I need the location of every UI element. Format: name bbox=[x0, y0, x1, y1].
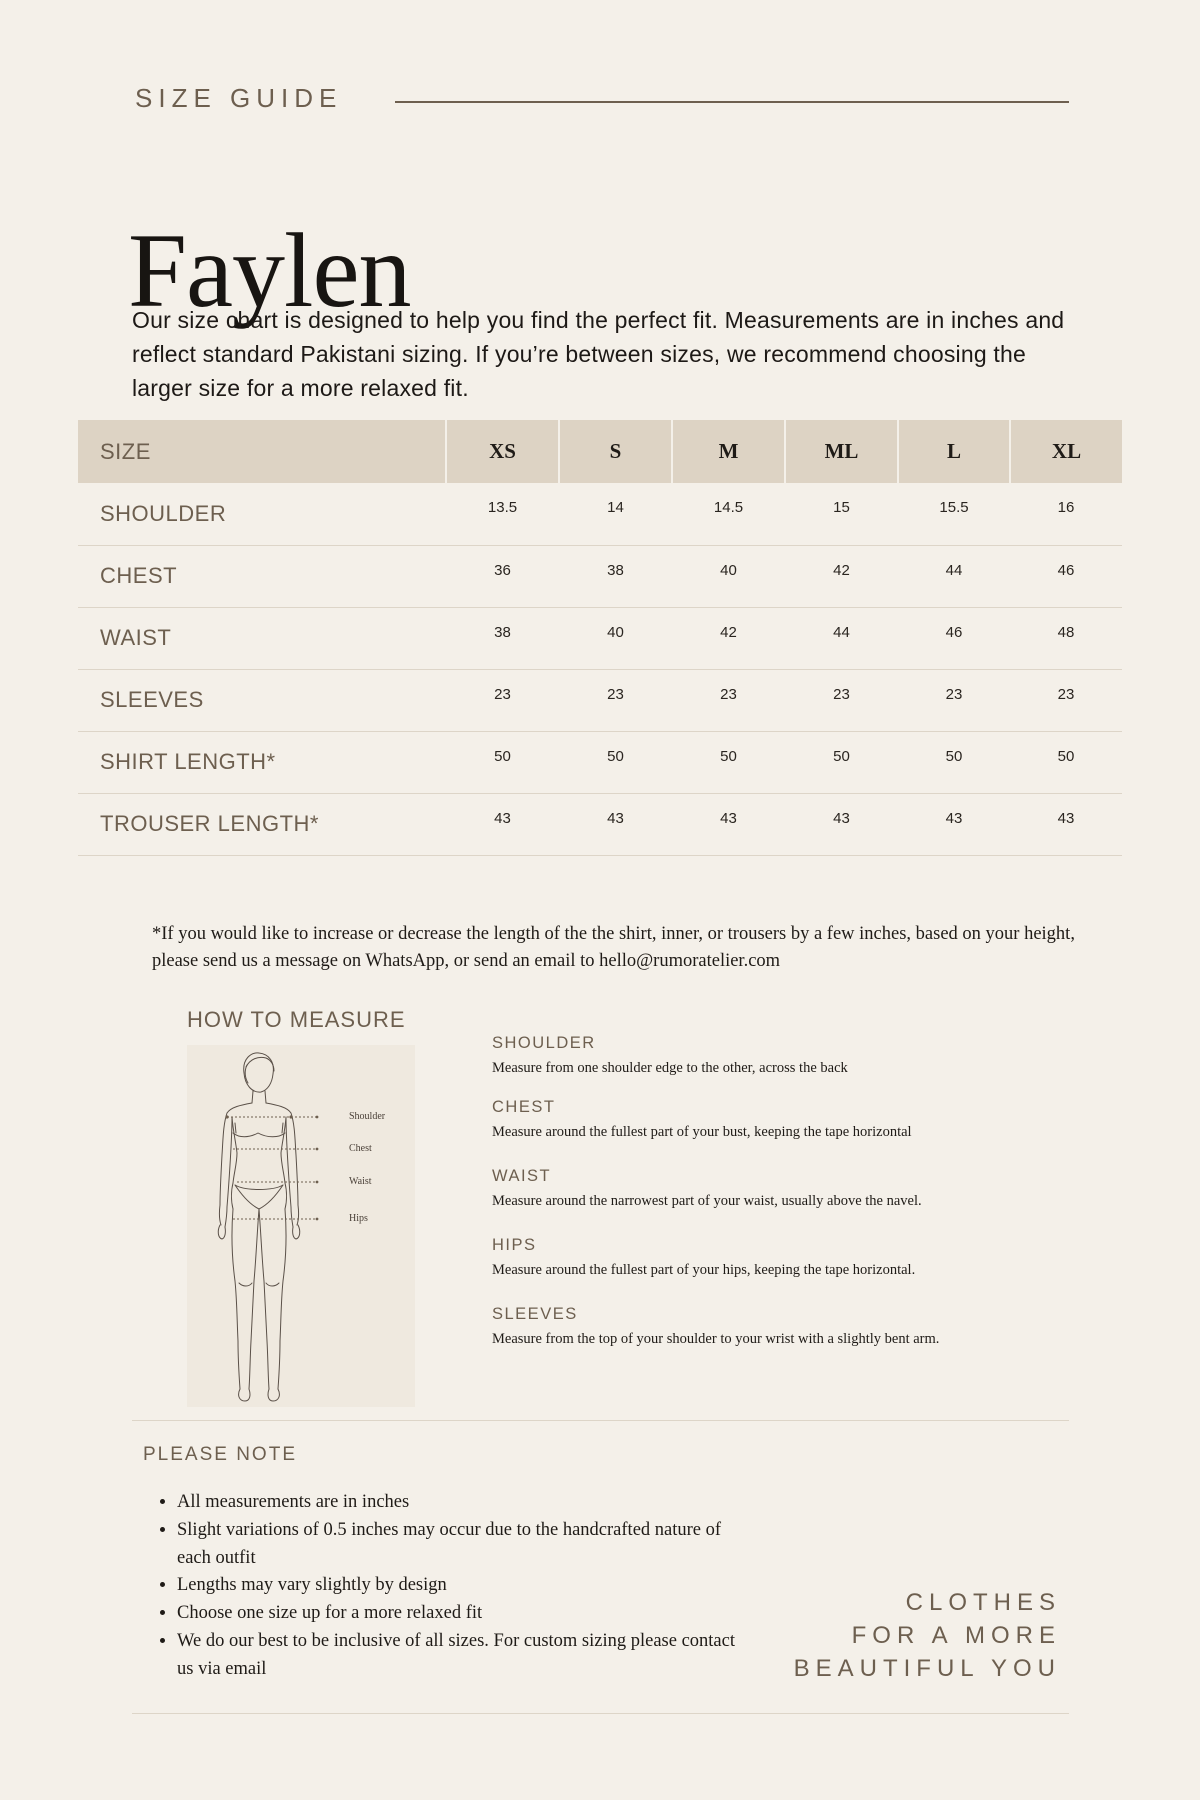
size-header-cell: ML bbox=[785, 420, 898, 483]
body-measurement-figure bbox=[187, 1045, 415, 1407]
table-cell: 23 bbox=[720, 685, 737, 703]
table-cell: 43 bbox=[945, 809, 963, 827]
list-item: • Choose one size up for a more relaxed fit bbox=[177, 1600, 737, 1628]
measure-item-shoulder bbox=[492, 1033, 1092, 1097]
intro-paragraph: Our size chart is designed to help you find the perfect fit. Measurements are in inches and reflect standard Pakistani sizing. If you’re between sizes, we recommend choosing the larger size for a more relaxed fit. bbox=[132, 307, 1065, 401]
figure-label-chest: Chest bbox=[349, 1143, 372, 1154]
eyebrow-label: SIZE GUIDE bbox=[135, 83, 343, 113]
table-cell: 14 bbox=[607, 499, 624, 517]
table-cell: 43 bbox=[1057, 809, 1075, 827]
table-cell: 50 bbox=[720, 747, 737, 765]
measure-description: Measure from the top of your shoulder to your wrist with a slightly bent arm. bbox=[492, 1331, 940, 1347]
table-row bbox=[78, 545, 1122, 607]
table-cell: 46 bbox=[945, 623, 963, 641]
table-cell: 38 bbox=[607, 561, 624, 579]
measure-heading: SLEEVES bbox=[492, 1305, 578, 1323]
brand-tagline bbox=[794, 1586, 1061, 1685]
please-note-list bbox=[150, 1489, 737, 1684]
row-label-cell: TROUSER LENGTH* bbox=[100, 811, 319, 836]
table-cell: 50 bbox=[607, 747, 624, 765]
figure-label-waist: Waist bbox=[349, 1176, 372, 1187]
table-cell: 43 bbox=[720, 809, 737, 827]
table-row bbox=[78, 731, 1122, 793]
figure-label-hips: Hips bbox=[349, 1213, 368, 1224]
measurement-instructions bbox=[492, 1033, 1092, 1373]
row-label-cell: CHEST bbox=[100, 563, 178, 588]
table-cell: 42 bbox=[833, 561, 850, 579]
table-cell: 40 bbox=[720, 561, 737, 579]
measure-item-chest bbox=[492, 1097, 1092, 1166]
size-header-cell: L bbox=[898, 420, 1010, 483]
table-cell: 50 bbox=[1057, 747, 1075, 765]
measure-heading: HIPS bbox=[492, 1236, 537, 1254]
table-cell: 15.5 bbox=[939, 499, 969, 517]
table-cell: 38 bbox=[494, 623, 511, 641]
table-cell: 23 bbox=[945, 685, 963, 703]
header-rule bbox=[395, 101, 1069, 103]
size-header-cell: S bbox=[559, 420, 672, 483]
table-cell: 42 bbox=[720, 623, 737, 641]
please-note-title: PLEASE NOTE bbox=[143, 1444, 297, 1465]
tagline-line: FOR A MORE bbox=[851, 1622, 1061, 1649]
table-cell: 44 bbox=[833, 623, 850, 641]
table-cell: 44 bbox=[945, 561, 963, 579]
list-item: • We do our best to be inclusive of all sizes. For custom sizing please contact us via email bbox=[177, 1628, 737, 1684]
tagline-line: BEAUTIFUL YOU bbox=[793, 1655, 1061, 1682]
table-cell: 14.5 bbox=[713, 499, 744, 517]
figure-label-shoulder: Shoulder bbox=[349, 1111, 386, 1122]
table-cell: 40 bbox=[607, 623, 624, 641]
table-row bbox=[78, 483, 1122, 545]
measure-description: Measure around the fullest part of your bust, keeping the tape horizontal bbox=[492, 1124, 912, 1140]
row-label-cell: SLEEVES bbox=[100, 687, 204, 712]
size-header-cell: XL bbox=[1010, 420, 1122, 483]
length-footnote: *If you would like to increase or decrease the length of the the shirt, inner, or trousers by a few inches, based on your height, please send us a message on WhatsApp, or send an email to hello@rumoratelier.com bbox=[152, 923, 1075, 971]
header-label-cell: SIZE bbox=[100, 438, 151, 464]
table-cell: 23 bbox=[1057, 685, 1075, 703]
table-cell: 43 bbox=[607, 809, 624, 827]
table-cell: 16 bbox=[1057, 499, 1075, 517]
list-item: • Lengths may vary slightly by design bbox=[177, 1572, 737, 1600]
table-cell: 23 bbox=[607, 685, 624, 703]
table-cell: 36 bbox=[494, 561, 511, 579]
row-label-cell: SHIRT LENGTH* bbox=[100, 749, 276, 774]
row-label-cell: SHOULDER bbox=[100, 500, 227, 526]
table-cell: 50 bbox=[494, 747, 511, 765]
table-cell: 50 bbox=[945, 747, 963, 765]
footer-divider bbox=[132, 1713, 1069, 1714]
list-item: • All measurements are in inches bbox=[177, 1489, 737, 1517]
table-cell: 46 bbox=[1057, 561, 1075, 579]
measure-item-waist bbox=[492, 1166, 1092, 1235]
section-divider bbox=[132, 1420, 1069, 1421]
table-cell: 23 bbox=[833, 685, 850, 703]
measure-description: Measure around the narrowest part of your waist, usually above the navel. bbox=[492, 1193, 922, 1209]
tagline-line: CLOTHES bbox=[905, 1589, 1061, 1616]
how-to-measure-title: HOW TO MEASURE bbox=[187, 1007, 406, 1032]
page-title: Faylen bbox=[128, 212, 411, 330]
measure-description: Measure around the fullest part of your hips, keeping the tape horizontal. bbox=[492, 1262, 916, 1278]
measure-item-sleeves bbox=[492, 1304, 1092, 1373]
table-row bbox=[78, 793, 1122, 855]
table-row bbox=[78, 607, 1122, 669]
table-cell: 48 bbox=[1057, 623, 1075, 641]
table-cell: 50 bbox=[833, 747, 850, 765]
size-header-cell: M bbox=[672, 420, 785, 483]
measure-item-hips bbox=[492, 1235, 1092, 1304]
table-cell: 15 bbox=[833, 499, 850, 517]
table-cell: 43 bbox=[494, 809, 511, 827]
body-outline-icon bbox=[187, 1045, 415, 1407]
size-header-cell: XS bbox=[446, 420, 559, 483]
measure-heading: WAIST bbox=[492, 1167, 552, 1185]
table-row bbox=[78, 669, 1122, 731]
table-cell: 13.5 bbox=[487, 499, 518, 517]
table-cell: 23 bbox=[494, 685, 511, 703]
table-cell: 43 bbox=[833, 809, 850, 827]
measure-description: Measure from one shoulder edge to the other, across the back bbox=[492, 1060, 848, 1076]
size-chart-table bbox=[78, 420, 1122, 856]
list-item: • Slight variations of 0.5 inches may occur due to the handcrafted nature of each outfit bbox=[177, 1517, 737, 1573]
measure-heading: SHOULDER bbox=[492, 1034, 596, 1052]
table-header-row bbox=[78, 420, 1122, 483]
measure-heading: CHEST bbox=[492, 1098, 556, 1116]
row-label-cell: WAIST bbox=[100, 625, 172, 650]
